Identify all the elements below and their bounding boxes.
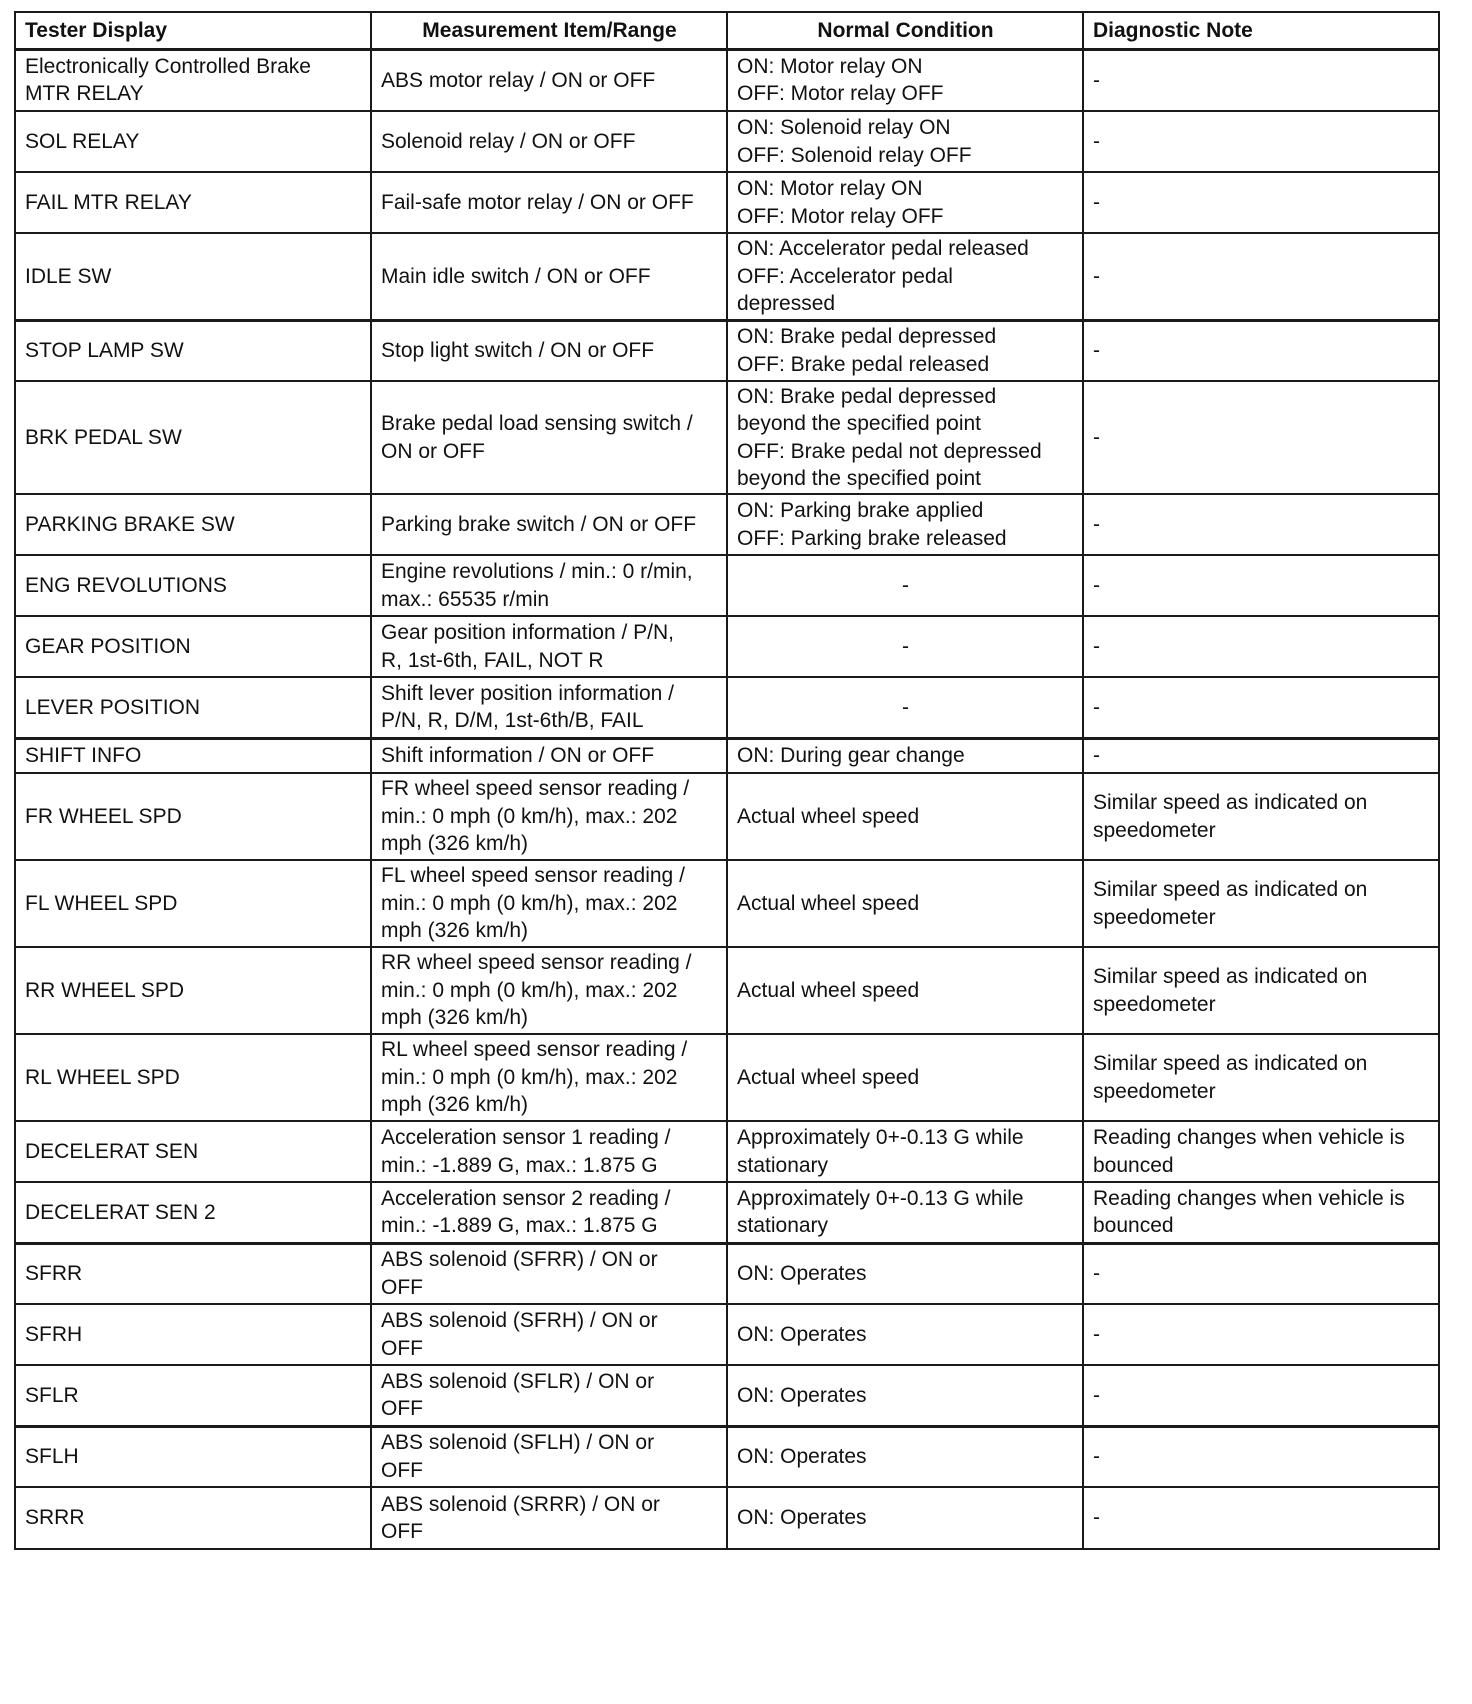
table-row <box>15 947 1439 1034</box>
cell-normal-condition: ON: Brake pedal depressed beyond the specified point OFF: Brake pedal not depressed beyond the specified point <box>727 381 1083 494</box>
cell-tester-display: DECELERAT SEN 2 <box>15 1182 371 1243</box>
cell-normal-condition: Actual wheel speed <box>727 947 1083 1034</box>
table-row <box>15 494 1439 555</box>
cell-diagnostic-note: Similar speed as indicated on speedometer <box>1083 860 1439 947</box>
cell-normal-condition: - <box>727 555 1083 616</box>
table-row <box>15 1365 1439 1426</box>
table-header-row <box>15 12 1439 49</box>
cell-tester-display: SFRR <box>15 1243 371 1304</box>
cell-measurement-item-range: FR wheel speed sensor reading / min.: 0 mph (0 km/h), max.: 202 mph (326 km/h) <box>371 773 727 860</box>
cell-diagnostic-note: - <box>1083 494 1439 555</box>
cell-measurement-item-range: Shift information / ON or OFF <box>371 738 727 773</box>
cell-tester-display: SRRR <box>15 1487 371 1549</box>
cell-measurement-item-range: Solenoid relay / ON or OFF <box>371 111 727 172</box>
cell-tester-display: STOP LAMP SW <box>15 320 371 381</box>
cell-normal-condition: ON: Operates <box>727 1426 1083 1487</box>
cell-diagnostic-note: - <box>1083 555 1439 616</box>
cell-normal-condition: ON: Motor relay ON OFF: Motor relay OFF <box>727 49 1083 111</box>
table-row <box>15 1182 1439 1243</box>
cell-tester-display: Electronically Controlled Brake MTR RELAY <box>15 49 371 111</box>
table-row <box>15 677 1439 738</box>
cell-normal-condition: - <box>727 677 1083 738</box>
cell-measurement-item-range: Engine revolutions / min.: 0 r/min, max.: 65535 r/min <box>371 555 727 616</box>
cell-normal-condition: ON: Solenoid relay ON OFF: Solenoid relay OFF <box>727 111 1083 172</box>
table-row <box>15 860 1439 947</box>
header-tester-display: Tester Display <box>15 12 371 49</box>
cell-measurement-item-range: ABS solenoid (SFRR) / ON or OFF <box>371 1243 727 1304</box>
cell-tester-display: FL WHEEL SPD <box>15 860 371 947</box>
header-measurement-item-range: Measurement Item/Range <box>371 12 727 49</box>
table-row <box>15 1304 1439 1365</box>
cell-measurement-item-range: Fail-safe motor relay / ON or OFF <box>371 172 727 233</box>
cell-normal-condition: Actual wheel speed <box>727 1034 1083 1121</box>
cell-measurement-item-range: ABS motor relay / ON or OFF <box>371 49 727 111</box>
cell-normal-condition: ON: Brake pedal depressed OFF: Brake pedal released <box>727 320 1083 381</box>
table-row <box>15 616 1439 677</box>
cell-normal-condition: ON: Accelerator pedal released OFF: Accelerator pedal depressed <box>727 233 1083 320</box>
cell-tester-display: GEAR POSITION <box>15 616 371 677</box>
cell-diagnostic-note: - <box>1083 1365 1439 1426</box>
table-row <box>15 773 1439 860</box>
cell-measurement-item-range: Parking brake switch / ON or OFF <box>371 494 727 555</box>
table-row <box>15 1034 1439 1121</box>
cell-measurement-item-range: Acceleration sensor 2 reading / min.: -1.889 G, max.: 1.875 G <box>371 1182 727 1243</box>
cell-measurement-item-range: Shift lever position information / P/N, R, D/M, 1st-6th/B, FAIL <box>371 677 727 738</box>
table-row <box>15 1426 1439 1487</box>
cell-measurement-item-range: Acceleration sensor 1 reading / min.: -1.889 G, max.: 1.875 G <box>371 1121 727 1182</box>
cell-measurement-item-range: RR wheel speed sensor reading / min.: 0 mph (0 km/h), max.: 202 mph (326 km/h) <box>371 947 727 1034</box>
cell-measurement-item-range: ABS solenoid (SFRH) / ON or OFF <box>371 1304 727 1365</box>
cell-measurement-item-range: Stop light switch / ON or OFF <box>371 320 727 381</box>
cell-tester-display: FAIL MTR RELAY <box>15 172 371 233</box>
cell-normal-condition: ON: Operates <box>727 1243 1083 1304</box>
cell-diagnostic-note: - <box>1083 738 1439 773</box>
cell-measurement-item-range: Brake pedal load sensing switch / ON or OFF <box>371 381 727 494</box>
table-row <box>15 1487 1439 1549</box>
cell-diagnostic-note: - <box>1083 49 1439 111</box>
cell-tester-display: RL WHEEL SPD <box>15 1034 371 1121</box>
cell-diagnostic-note: Reading changes when vehicle is bounced <box>1083 1121 1439 1182</box>
cell-diagnostic-note: Similar speed as indicated on speedometer <box>1083 773 1439 860</box>
cell-normal-condition: Actual wheel speed <box>727 860 1083 947</box>
cell-tester-display: BRK PEDAL SW <box>15 381 371 494</box>
cell-normal-condition: - <box>727 616 1083 677</box>
cell-diagnostic-note: - <box>1083 381 1439 494</box>
cell-diagnostic-note: - <box>1083 172 1439 233</box>
table-row <box>15 49 1439 111</box>
cell-diagnostic-note: Reading changes when vehicle is bounced <box>1083 1182 1439 1243</box>
cell-diagnostic-note: - <box>1083 616 1439 677</box>
cell-diagnostic-note: - <box>1083 320 1439 381</box>
table-row <box>15 172 1439 233</box>
cell-diagnostic-note: - <box>1083 233 1439 320</box>
table-body <box>15 49 1439 1549</box>
cell-diagnostic-note: Similar speed as indicated on speedometer <box>1083 947 1439 1034</box>
header-normal-condition: Normal Condition <box>727 12 1083 49</box>
cell-measurement-item-range: RL wheel speed sensor reading / min.: 0 mph (0 km/h), max.: 202 mph (326 km/h) <box>371 1034 727 1121</box>
cell-normal-condition: ON: Operates <box>727 1365 1083 1426</box>
cell-measurement-item-range: ABS solenoid (SFLH) / ON or OFF <box>371 1426 727 1487</box>
cell-tester-display: FR WHEEL SPD <box>15 773 371 860</box>
cell-tester-display: SFRH <box>15 1304 371 1365</box>
table-row <box>15 381 1439 494</box>
cell-measurement-item-range: ABS solenoid (SRRR) / ON or OFF <box>371 1487 727 1549</box>
cell-diagnostic-note: - <box>1083 1304 1439 1365</box>
table-row <box>15 738 1439 773</box>
cell-measurement-item-range: Gear position information / P/N, R, 1st-6th, FAIL, NOT R <box>371 616 727 677</box>
table-row <box>15 320 1439 381</box>
cell-tester-display: IDLE SW <box>15 233 371 320</box>
cell-normal-condition: ON: During gear change <box>727 738 1083 773</box>
cell-measurement-item-range: Main idle switch / ON or OFF <box>371 233 727 320</box>
cell-tester-display: SOL RELAY <box>15 111 371 172</box>
cell-tester-display: ENG REVOLUTIONS <box>15 555 371 616</box>
cell-measurement-item-range: ABS solenoid (SFLR) / ON or OFF <box>371 1365 727 1426</box>
cell-tester-display: DECELERAT SEN <box>15 1121 371 1182</box>
cell-diagnostic-note: - <box>1083 1487 1439 1549</box>
table-row <box>15 555 1439 616</box>
cell-tester-display: PARKING BRAKE SW <box>15 494 371 555</box>
cell-diagnostic-note: - <box>1083 1426 1439 1487</box>
cell-measurement-item-range: FL wheel speed sensor reading / min.: 0 mph (0 km/h), max.: 202 mph (326 km/h) <box>371 860 727 947</box>
table-row <box>15 111 1439 172</box>
header-diagnostic-note: Diagnostic Note <box>1083 12 1439 49</box>
cell-tester-display: SFLH <box>15 1426 371 1487</box>
cell-normal-condition: ON: Operates <box>727 1487 1083 1549</box>
cell-normal-condition: Approximately 0+-0.13 G while stationary <box>727 1182 1083 1243</box>
cell-normal-condition: Actual wheel speed <box>727 773 1083 860</box>
cell-normal-condition: Approximately 0+-0.13 G while stationary <box>727 1121 1083 1182</box>
cell-diagnostic-note: - <box>1083 111 1439 172</box>
cell-tester-display: RR WHEEL SPD <box>15 947 371 1034</box>
cell-normal-condition: ON: Parking brake applied OFF: Parking brake released <box>727 494 1083 555</box>
table-row <box>15 1243 1439 1304</box>
cell-tester-display: SFLR <box>15 1365 371 1426</box>
data-list-table <box>14 11 1440 1550</box>
table-row <box>15 1121 1439 1182</box>
cell-diagnostic-note: - <box>1083 1243 1439 1304</box>
cell-diagnostic-note: - <box>1083 677 1439 738</box>
cell-tester-display: SHIFT INFO <box>15 738 371 773</box>
table-row <box>15 233 1439 320</box>
cell-normal-condition: ON: Motor relay ON OFF: Motor relay OFF <box>727 172 1083 233</box>
cell-tester-display: LEVER POSITION <box>15 677 371 738</box>
cell-diagnostic-note: Similar speed as indicated on speedometer <box>1083 1034 1439 1121</box>
cell-normal-condition: ON: Operates <box>727 1304 1083 1365</box>
